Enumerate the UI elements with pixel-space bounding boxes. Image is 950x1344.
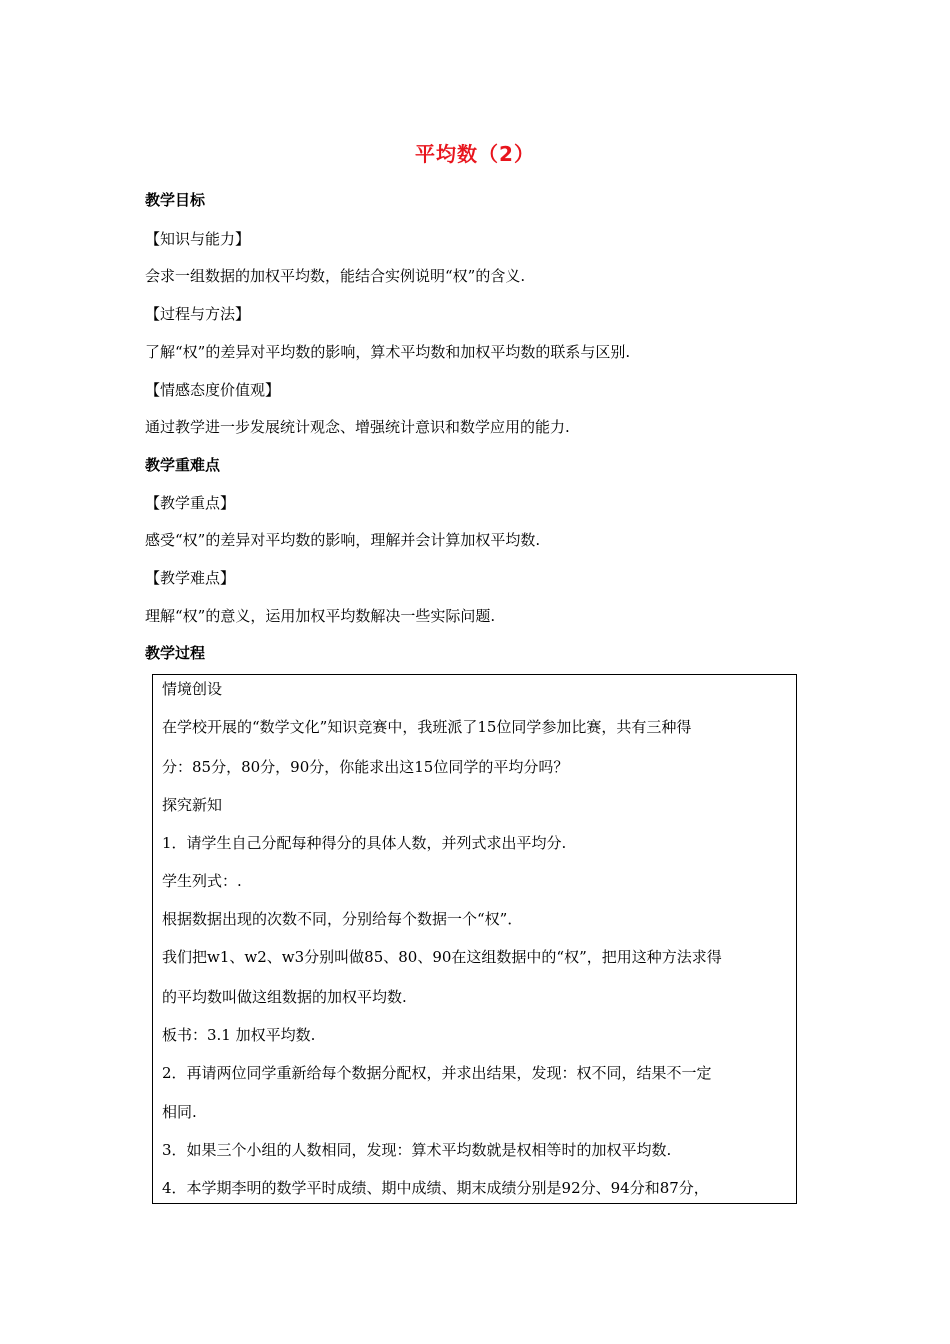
process-method-label: 【过程与方法】 <box>145 305 251 323</box>
page-title: 平均数（2） <box>415 142 535 166</box>
difficult-point-label: 【教学难点】 <box>145 569 236 587</box>
process-line: 情境创设 <box>162 680 223 698</box>
process-line: 4．本学期李明的数学平时成绩、期中成绩、期末成绩分别是92分、94分和87分， <box>162 1179 709 1197</box>
process-line: 分：85分，80分，90分，你能求出这15位同学的平均分吗？ <box>162 758 569 776</box>
process-line: 学生列式：. <box>162 872 242 890</box>
process-line: 板书：3.1 加权平均数. <box>162 1026 316 1044</box>
process-line: 根据数据出现的次数不同，分别给每个数据一个“权”． <box>162 910 523 928</box>
process-line: 2．再请两位同学重新给每个数据分配权，并求出结果，发现：权不同，结果不一定 <box>162 1064 712 1082</box>
key-point-label: 【教学重点】 <box>145 494 236 512</box>
process-line: 探究新知 <box>162 796 223 814</box>
process-line: 在学校开展的“数学文化”知识竞赛中，我班派了15位同学参加比赛，共有三种得 <box>162 718 692 736</box>
difficult-point-text: 理解“权”的意义，运用加权平均数解决一些实际问题. <box>145 607 496 625</box>
knowledge-label: 【知识与能力】 <box>145 230 251 248</box>
process-line: 我们把w1、w2、w3分别叫做85、80、90在这组数据中的“权”，把用这种方法求得 <box>162 948 722 966</box>
process-line: 1．请学生自己分配每种得分的具体人数，并列式求出平均分. <box>162 834 567 852</box>
teaching-process-box <box>152 674 797 1204</box>
attitude-text: 通过教学进一步发展统计观念、增强统计意识和数学应用的能力. <box>145 418 570 436</box>
process-line: 的平均数叫做这组数据的加权平均数. <box>162 988 407 1006</box>
process-method-text: 了解“权”的差异对平均数的影响，算术平均数和加权平均数的联系与区别. <box>145 343 631 361</box>
process-line: 相同. <box>162 1103 197 1121</box>
process-line: 3．如果三个小组的人数相同，发现：算术平均数就是权相等时的加权平均数. <box>162 1141 672 1159</box>
knowledge-text: 会求一组数据的加权平均数，能结合实例说明“权”的含义. <box>145 267 526 285</box>
attitude-label: 【情感态度价值观】 <box>145 381 281 399</box>
key-points-heading: 教学重难点 <box>145 456 221 474</box>
key-point-text: 感受“权”的差异对平均数的影响，理解并会计算加权平均数. <box>145 531 541 549</box>
objectives-heading: 教学目标 <box>145 191 206 209</box>
teaching-process-heading: 教学过程 <box>145 644 206 662</box>
